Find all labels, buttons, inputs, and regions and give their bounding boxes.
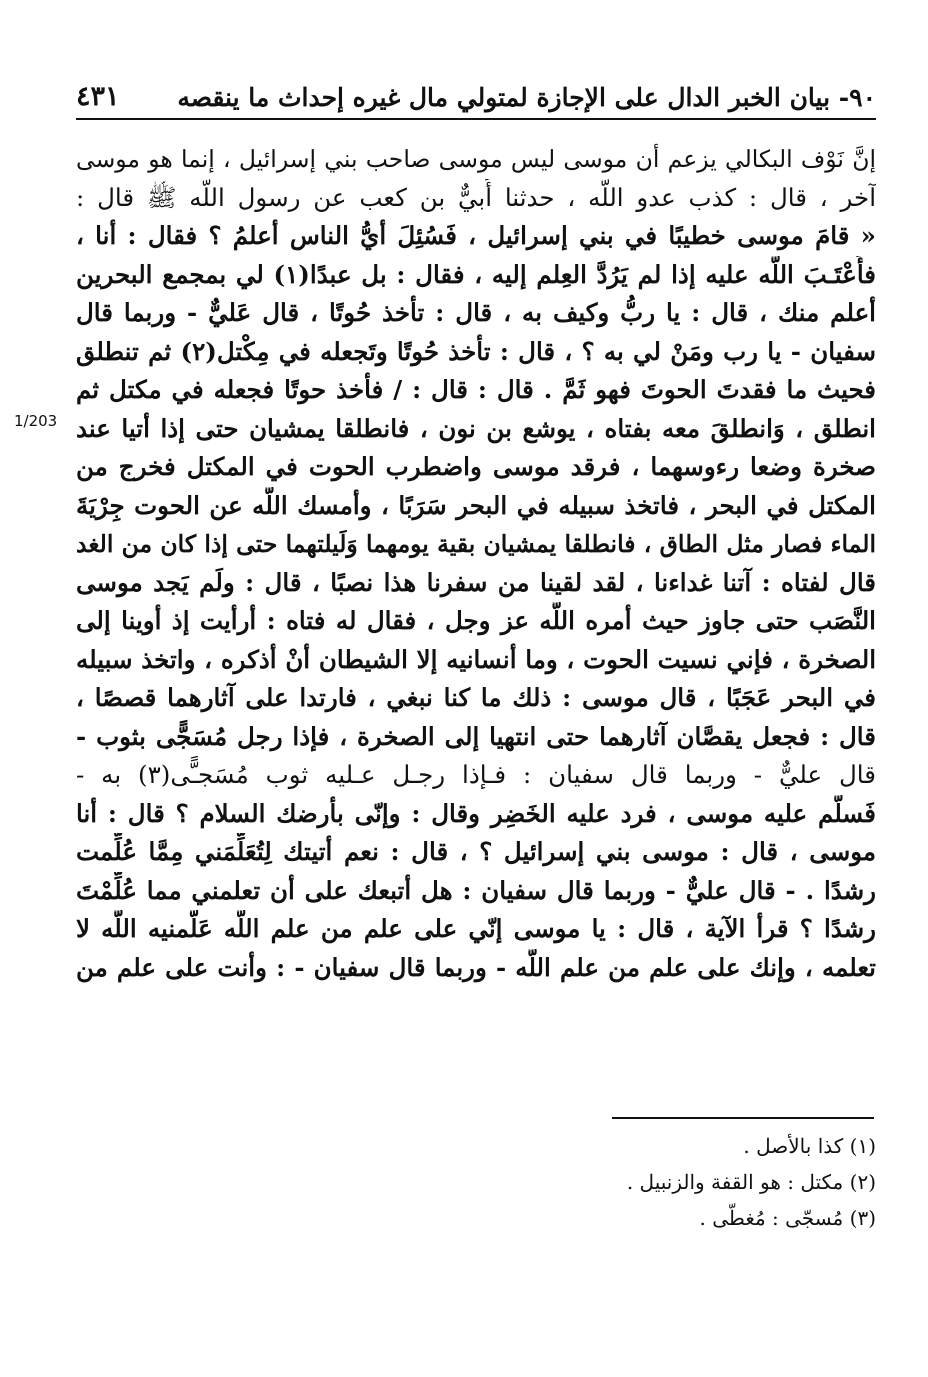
text-line: موسى ، قال : موسى بني إسرائيل ؟ ، قال : نعم أتيتك لِتُعَلِّمَني مِمَّا عُلِّمت	[76, 837, 876, 866]
text-line: فَسلَّم عليه موسى ، فرد عليه الخَضِر وقال : وإنّى بأرضك السلام ؟ قال : أنا	[76, 798, 876, 828]
main-text	[76, 140, 876, 987]
text-line: تعلمه ، وإنك على علم من علم اللَّه - وربما قال سفيان - : وأنت على علم من	[76, 952, 876, 982]
text-line: سفيان - يا رب ومَنْ لي به ؟ ، قال : تأخذ حُوتًا وتَجعله في مِكْتل(٢) ثم تنطلق	[76, 336, 876, 366]
text-line: المكتل في البحر ، فاتخذ سبيله في البحر سَرَبًا ، وأمسك اللَّه عن الحوت جِرْيَةَ	[76, 490, 876, 520]
text-line: رشدًا . - قال عليٌّ - وربما قال سفيان : هل أتبعك على أن تعلمني مما عُلِّمْتَ	[76, 875, 876, 905]
chapter-title: ٩٠- بيان الخبر الدال على الإجازة لمتولي مال غيره إحداث ما ينقصه	[177, 83, 876, 112]
text-line: في البحر عَجَبًا ، قال موسى : ذلك ما كنا نبغي ، فارتدا على آثارهما قصصًا ،	[76, 683, 876, 712]
text-line: صخرة وضعا رءوسهما ، فرقد موسى واضطرب الحوت في المكتل فخرج من	[76, 452, 876, 481]
text-line: الصخرة ، فإني نسيت الحوت ، وما أنسانيه إلا الشيطان أنْ أذكره ، واتخذ سبيله	[76, 644, 876, 674]
footnote-divider	[612, 1117, 874, 1119]
footnote-1: (١) كذا بالأصل .	[743, 1134, 876, 1158]
text-line: قال : فجعل يقصَّان آثارهما حتى انتهيا إلى الصخرة ، فإذا رجل مُسَجًّى بثوب -	[76, 721, 876, 751]
page-number: ٤٣١	[76, 81, 120, 112]
footnote-2: (٢) مكتل : هو القفة والزنبيل .	[626, 1170, 876, 1194]
text-line: فأَعْتَـبَ اللَّه عليه إذا لم يَرُدَّ العِلم إليه ، فقال : بل عبدًا(١) لي بمجمع البحرين	[76, 259, 876, 289]
running-header	[76, 60, 876, 112]
text-line: رشدًا ؟ قرأ الآية ، قال : يا موسى إنّي على علم من علم اللَّه عَلَّمنيه اللَّه لا	[76, 914, 876, 943]
footnotes	[476, 1128, 876, 1236]
text-line: الماء فصار مثل الطاق ، فانطلقا يمشيان بقية يومهما وَلَيلتهما حتى إذا كان من الغد	[76, 530, 876, 558]
text-line: قال عليٌّ - وربما قال سفيان : فـإذا رجـل عـليه ثوب مُسَجـًّى(٣) به -	[76, 760, 876, 789]
text-line: انطلق ، وَانطلقَ معه بفتاه ، يوشع بن نون ، فانطلقا يمشيان حتى إذا أتيا عند	[76, 413, 876, 443]
text-line: أعلم منك ، قال : يا ربُّ وكيف به ، قال : تأخذ حُوتًا ، قال عَليٌّ - وربما قال	[76, 298, 876, 327]
text-line: قال لفتاه : آتنا غداءنا ، لقد لقينا من سفرنا هذا نصبًا ، قال : ولَم يَجد موسى	[76, 567, 876, 597]
manuscript-folio-note: 1/203	[14, 412, 58, 430]
footnote-3: (٣) مُسجّى : مُغطّى .	[699, 1206, 876, 1230]
text-line: آخر ، قال : كذب عدو اللَّه ، حدثنا أُبيٌّ بن كعب عن رسول اللَّه ﷺ قال :	[76, 182, 876, 212]
text-line: « قامَ موسى خطيبًا في بني إسرائيل ، فَسُئِلَ أيُّ الناس أعلمُ ؟ فقال : أنا ،	[76, 221, 876, 250]
header-divider	[76, 118, 876, 120]
text-line: فحيث ما فقدتَ الحوتَ فهو ثَمَّ . قال : قال : / فأخذ حوتًا فجعله في مكتل ثم	[76, 375, 876, 404]
text-line: النَّصَب حتى جاوز حيث أمره اللَّه عز وجل ، فقال له فتاه : أرأيت إذ أوينا إلى	[76, 606, 876, 635]
text-line: إنَّ نَوْف البكالي يزعم أن موسى ليس موسى صاحب بني إسرائيل ، إنما هو موسى	[76, 145, 876, 173]
